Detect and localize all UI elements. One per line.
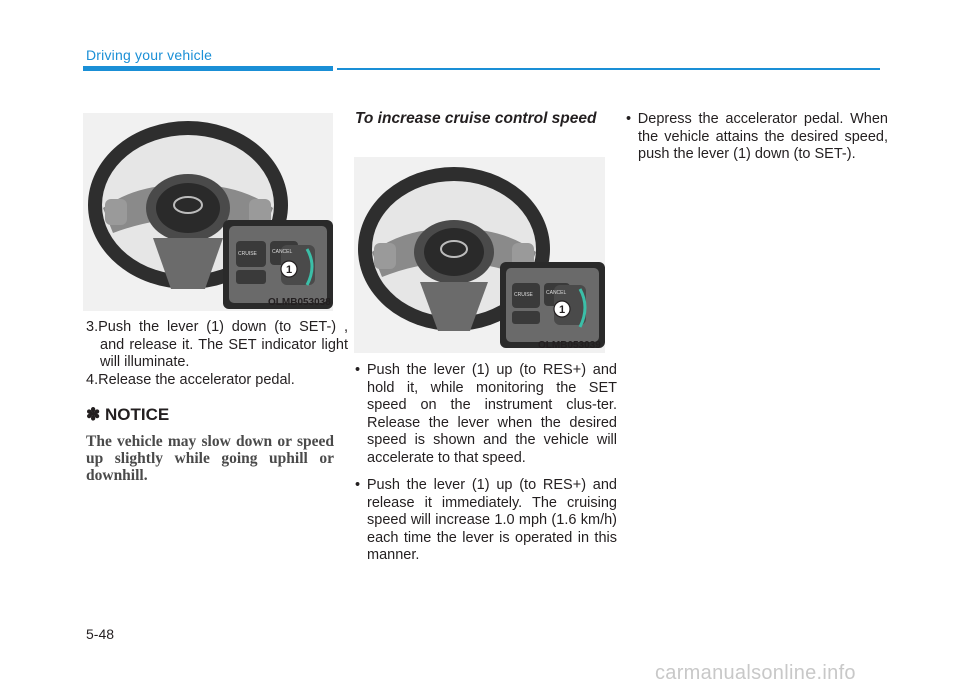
- notice-icon: ✽: [86, 405, 101, 424]
- notice-label: NOTICE: [104, 405, 170, 424]
- cruise-control-inset: [500, 262, 605, 348]
- bullet-hold-lever: • Push the lever (1) up (to RES+) and hold it, while monitoring the SET speed on the instrument clus-ter. Release the lever when the desired speed is shown and the vehicle will accelerate to that speed.: [355, 362, 617, 466]
- figure-code-middle: OLMB053039: [538, 340, 601, 351]
- notice-heading: [86, 405, 169, 425]
- cancel-button-label: CANCEL: [272, 249, 293, 255]
- steering-wheel-illustration: [354, 157, 605, 353]
- steering-wheel-figure-left: [83, 113, 333, 311]
- page-number: 5-48: [86, 626, 115, 642]
- cruise-button-label: CRUISE: [514, 292, 533, 298]
- bullet-accelerator: • Depress the accelerator pedal. When the vehicle attains the desired speed, push the lever (1) down (to SET-).: [626, 111, 888, 162]
- callout-number-left: 1: [286, 264, 293, 276]
- cancel-button-label: CANCEL: [546, 290, 567, 296]
- callout-number-middle: 1: [559, 304, 566, 316]
- notice-text: The vehicle may slow down or speed up slightly while going uphill or downhill.: [86, 433, 334, 484]
- steering-wheel-figure-middle: [354, 157, 605, 353]
- watermark: carmanualsonline.info: [655, 662, 856, 684]
- header-rule-thick: [83, 66, 333, 71]
- header-rule-thin: [337, 68, 880, 70]
- section-title: Driving your vehicle: [86, 47, 213, 63]
- cruise-control-inset: [223, 220, 333, 309]
- step-4: 4.Release the accelerator pedal.: [86, 372, 295, 388]
- steering-wheel-illustration: [83, 113, 333, 311]
- bullet-tap-lever: • Push the lever (1) up (to RES+) and release it immediately. The cruising speed will increase 1.0 mph (1.6 km/h) each time the lever is operated in this manner.: [355, 477, 617, 563]
- cruise-button-label: CRUISE: [238, 251, 257, 257]
- figure-code-left: OLMB053038: [268, 297, 331, 308]
- step-3: 3.Push the lever (1) down (to SET-) , and release it. The SET indicator light will illuminate.: [86, 319, 348, 370]
- subsection-heading: To increase cruise control speed: [355, 110, 597, 127]
